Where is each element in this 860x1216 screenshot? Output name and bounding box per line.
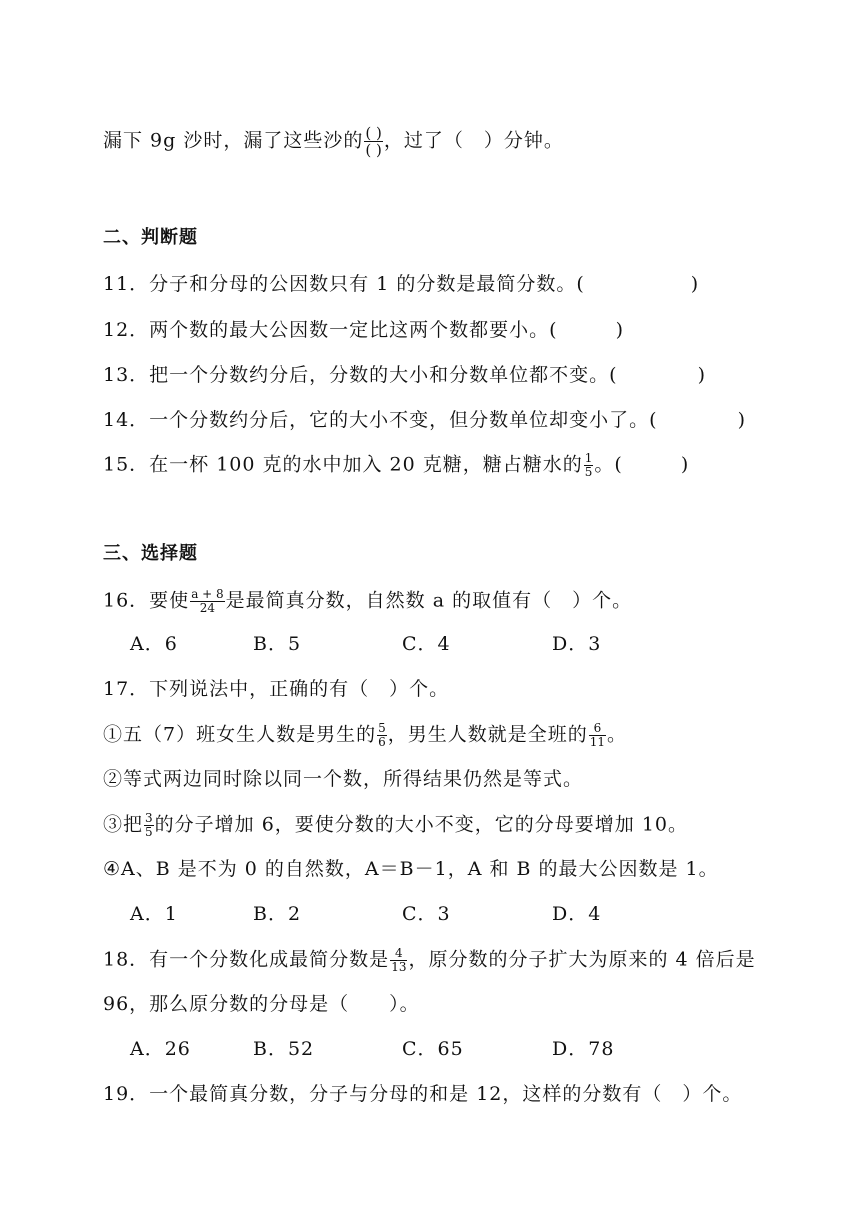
q10-text-part2: ，过了（ ）分钟。 <box>383 129 564 152</box>
question-18-option-a: A．26 <box>130 1038 191 1060</box>
question-13 <box>103 363 706 387</box>
question-16-fraction <box>190 588 224 615</box>
question-12-answer-close: ) <box>615 319 625 341</box>
question-11-text: 11．分子和分母的公因数只有 1 的分数是最简分数。( <box>103 273 585 295</box>
fraction-denominator: 24 <box>199 601 216 615</box>
question-15-text: 15．在一杯 100 克的水中加入 20 克糖，糖占糖水的 <box>103 453 583 476</box>
statement-1-fraction-1 <box>377 722 387 749</box>
question-18-text: 18．有一个分数化成最简分数是 <box>103 948 390 971</box>
question-16-text: 16．要使 <box>103 589 190 612</box>
fraction-denominator: 11 <box>589 735 606 749</box>
question-12-text: 12．两个数的最大公因数一定比这两个数都要小。( <box>103 319 558 341</box>
fraction-numerator: 4 <box>390 947 407 961</box>
statement-1-text-mid: ，男生人数就是全班的 <box>387 723 588 746</box>
question-17-statement-4: ④A、B 是不为 0 的自然数，A＝B－1，A 和 B 的最大公因数是 1。 <box>103 858 719 880</box>
question-15-fraction <box>584 452 594 479</box>
question-17-stem: 17．下列说法中，正确的有（ ）个。 <box>103 678 450 700</box>
section-title-judgement: 二、判断题 <box>103 227 198 248</box>
question-14 <box>103 408 746 432</box>
question-17-statement-1 <box>103 722 627 749</box>
question-18-option-b: B．52 <box>253 1038 315 1060</box>
question-17-option-c: C．3 <box>402 903 451 925</box>
statement-3-text-end: 的分子增加 6，要使分数的大小不变，它的分母要增加 10。 <box>154 813 689 836</box>
fraction-numerator: 5 <box>378 721 386 735</box>
fraction-numerator: 1 <box>584 451 593 465</box>
question-15-answer-close: ) <box>680 453 690 476</box>
question-15 <box>103 452 689 479</box>
question-16-text-end: 是最简真分数，自然数 a 的取值有（ ）个。 <box>225 589 633 612</box>
statement-1-fraction-2 <box>589 722 606 749</box>
q10-fraction-numerator-blank: ( ) <box>365 124 382 142</box>
question-18-fraction <box>390 947 407 974</box>
question-17-option-b: B．2 <box>253 903 302 925</box>
q10-text-part1: 漏下 9g 沙时，漏了这些沙的 <box>103 129 364 152</box>
question-16-option-d: D．3 <box>552 633 602 655</box>
fraction-denominator: 5 <box>584 465 593 479</box>
question-17-statement-2: ②等式两边同时除以同一个数，所得结果仍然是等式。 <box>103 768 584 790</box>
statement-3-text: ③把 <box>103 813 144 836</box>
fraction-numerator: 6 <box>589 722 606 736</box>
question-12 <box>103 318 624 342</box>
question-18-line-2: 96，那么原分数的分母是（ ）。 <box>103 993 420 1015</box>
question-16-option-b: B．5 <box>253 633 302 655</box>
question-18-text-end: ，原分数的分子扩大为原来的 4 倍后是 <box>408 948 756 971</box>
question-16 <box>103 588 632 615</box>
question-18 <box>103 947 756 974</box>
question-15-text-end: 。( <box>594 453 623 476</box>
fraction-numerator: 3 <box>145 811 153 825</box>
fraction-denominator: 6 <box>378 735 386 749</box>
section-title-choice: 三、选择题 <box>103 543 198 564</box>
question-13-text: 13．把一个分数约分后，分数的大小和分数单位都不变。( <box>103 364 618 386</box>
question-18-option-d: D．78 <box>552 1038 615 1060</box>
statement-1-text-end: 。 <box>607 723 628 746</box>
question-16-option-c: C．4 <box>402 633 451 655</box>
q10-tail-line <box>103 125 564 158</box>
fraction-denominator: 5 <box>145 825 153 839</box>
question-13-answer-close: ) <box>697 364 707 386</box>
q10-fraction-denominator-blank: ( ) <box>365 141 382 159</box>
question-17-option-a: A．1 <box>130 903 178 925</box>
question-14-answer-close: ) <box>737 409 747 431</box>
statement-1-text: ①五（7）班女生人数是男生的 <box>103 723 377 746</box>
question-11-answer-close: ) <box>690 273 700 295</box>
fraction-denominator: 13 <box>391 960 407 974</box>
question-14-text: 14．一个分数约分后，它的大小不变，但分数单位却变小了。( <box>103 409 658 431</box>
question-16-option-a: A．6 <box>130 633 178 655</box>
question-17-option-d: D．4 <box>552 903 602 925</box>
statement-3-fraction <box>144 812 154 839</box>
q10-answer-fraction <box>364 125 382 158</box>
fraction-numerator: a + 8 <box>191 587 224 601</box>
question-18-option-c: C．65 <box>402 1038 464 1060</box>
question-19: 19．一个最简真分数，分子与分母的和是 12，这样的分数有（ ）个。 <box>103 1083 743 1105</box>
question-11 <box>103 272 699 296</box>
question-17-statement-3 <box>103 812 688 839</box>
